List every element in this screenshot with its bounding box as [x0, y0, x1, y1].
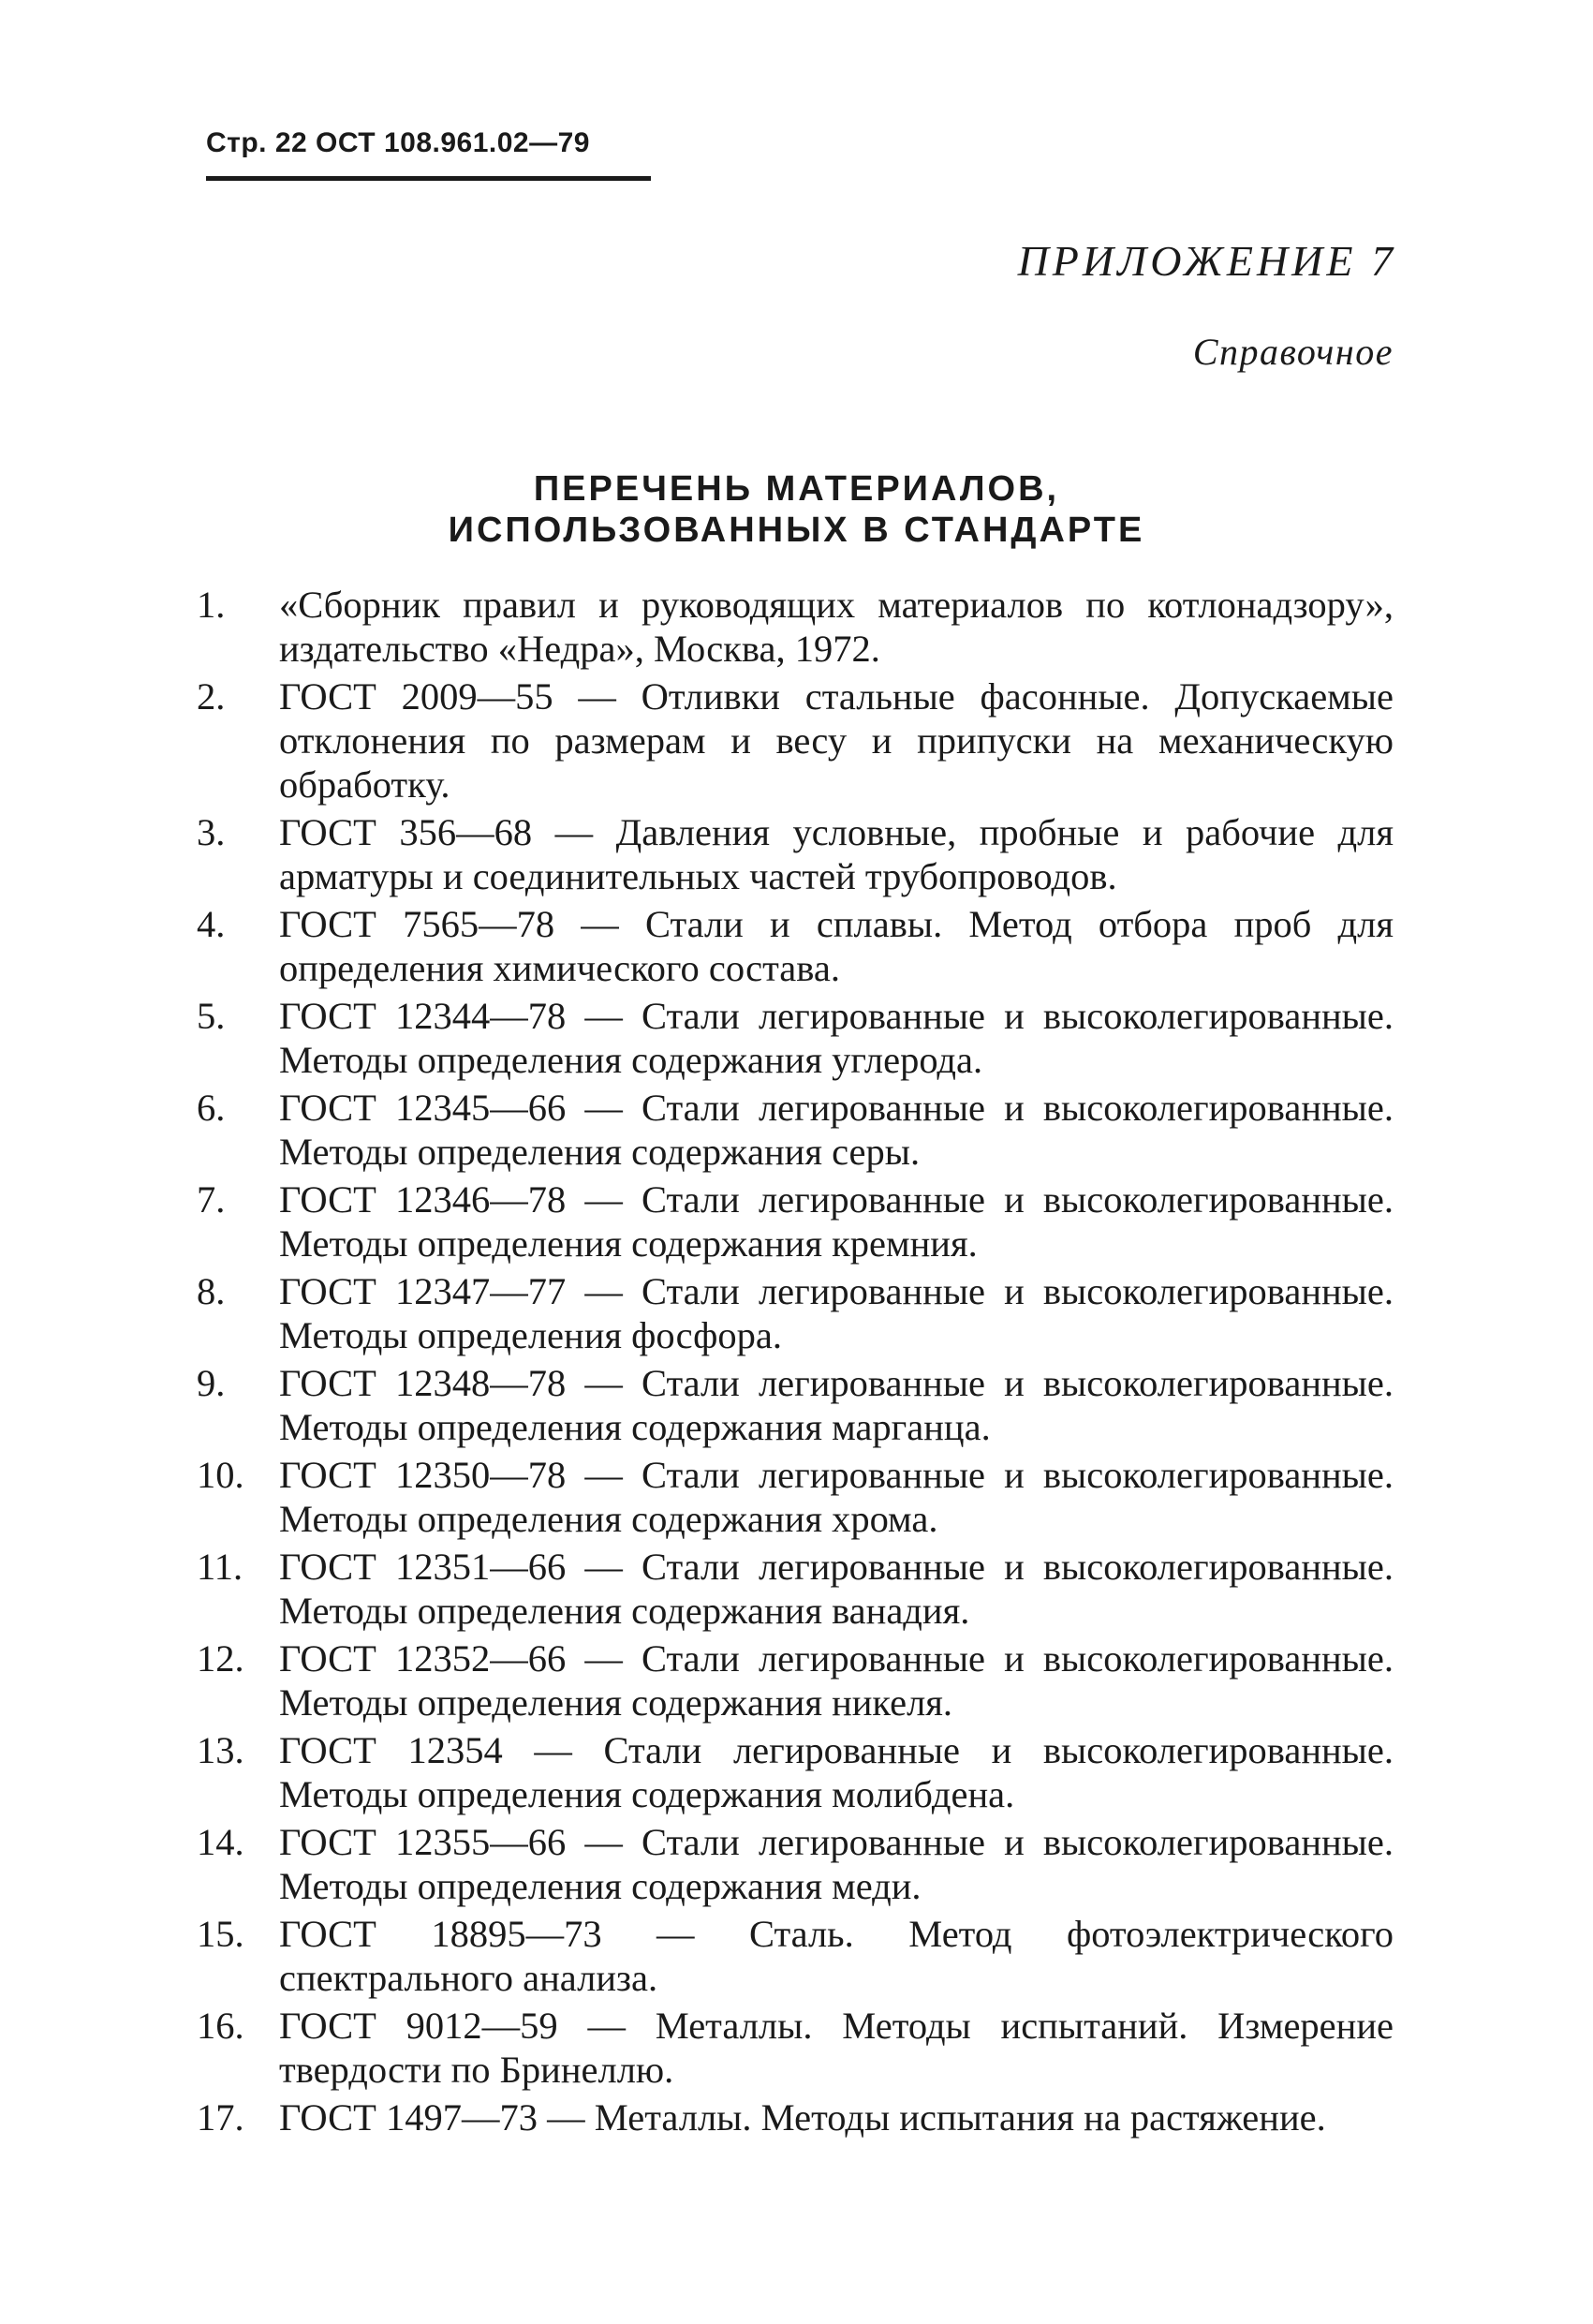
reference-number: 2.: [197, 675, 226, 718]
header-rule: [206, 176, 651, 181]
reference-number: 5.: [197, 995, 226, 1037]
reference-item: [197, 2095, 1394, 2139]
reference-text: ГОСТ 1497—73 — Металлы. Методы испытания на растяжение.: [279, 2096, 1326, 2139]
reference-item: [197, 1453, 1394, 1541]
reference-text: ГОСТ 12354 — Стали легированные и высоколегированные. Методы определения содержания молибдена.: [279, 1729, 1394, 1815]
reference-text: ГОСТ 12346—78 — Стали легированные и высоколегированные. Методы определения содержания кремния.: [279, 1178, 1394, 1265]
reference-text: ГОСТ 356—68 — Давления условные, пробные и рабочие для арматуры и соединительных частей трубопроводов.: [279, 811, 1394, 897]
reference-item: [197, 1361, 1394, 1449]
reference-text: ГОСТ 12350—78 — Стали легированные и высоколегированные. Методы определения содержания хрома.: [279, 1454, 1394, 1540]
reference-number: 15.: [197, 1913, 244, 1955]
reference-item: [197, 994, 1394, 1082]
reference-text: ГОСТ 9012—59 — Металлы. Методы испытаний. Измерение твердости по Бринеллю.: [279, 2005, 1394, 2091]
reference-text: ГОСТ 12348—78 — Стали легированные и высоколегированные. Методы определения содержания марганца.: [279, 1362, 1394, 1448]
reference-item: [197, 1728, 1394, 1816]
reference-number: 14.: [197, 1821, 244, 1863]
reference-number: 12.: [197, 1637, 244, 1680]
appendix-type: Справочное: [1192, 331, 1394, 373]
reference-text: ГОСТ 12351—66 — Стали легированные и высоколегированные. Методы определения содержания ванадия.: [279, 1546, 1394, 1632]
reference-text: ГОСТ 18895—73 — Сталь. Метод фотоэлектрического спектрального анализа.: [279, 1913, 1394, 1999]
reference-text: ГОСТ 12345—66 — Стали легированные и высоколегированные. Методы определения содержания серы.: [279, 1087, 1394, 1173]
reference-item: [197, 1820, 1394, 1908]
reference-item: [197, 583, 1394, 671]
reference-number: 10.: [197, 1454, 244, 1496]
reference-number: 9.: [197, 1362, 226, 1404]
reference-number: 7.: [197, 1178, 226, 1221]
reference-number: 8.: [197, 1270, 226, 1312]
reference-item: [197, 1086, 1394, 1174]
reference-item: [197, 2004, 1394, 2092]
reference-item: [197, 1636, 1394, 1724]
reference-number: 13.: [197, 1729, 244, 1771]
reference-number: 17.: [197, 2096, 244, 2139]
appendix-label: ПРИЛОЖЕНИЕ 7: [1017, 237, 1396, 285]
reference-item: [197, 1177, 1394, 1266]
reference-number: 16.: [197, 2005, 244, 2047]
reference-text: ГОСТ 12344—78 — Стали легированные и высоколегированные. Методы определения содержания углерода.: [279, 995, 1394, 1081]
page-header: [206, 129, 651, 181]
reference-text: ГОСТ 12352—66 — Стали легированные и высоколегированные. Методы определения содержания никеля.: [279, 1637, 1394, 1724]
reference-item: [197, 810, 1394, 898]
reference-text: ГОСТ 12347—77 — Стали легированные и высоколегированные. Методы определения фосфора.: [279, 1270, 1394, 1356]
document-title: [0, 468, 1593, 551]
reference-number: 1.: [197, 584, 226, 626]
reference-item: [197, 1269, 1394, 1357]
reference-text: «Сборник правил и руководящих материалов по котлонадзору», издательство «Недра», Москва, 1972.: [279, 584, 1394, 670]
reference-list: [197, 583, 1394, 2143]
reference-number: 6.: [197, 1087, 226, 1129]
reference-item: [197, 1912, 1394, 2000]
reference-item: [197, 902, 1394, 990]
document-title-line-1: ПЕРЕЧЕНЬ МАТЕРИАЛОВ,: [533, 469, 1060, 509]
reference-number: 4.: [197, 903, 226, 945]
reference-item: [197, 1545, 1394, 1633]
reference-item: [197, 674, 1394, 807]
reference-text: ГОСТ 7565—78 — Стали и сплавы. Метод отбора проб для определения химического состава.: [279, 903, 1394, 989]
reference-number: 11.: [197, 1546, 243, 1588]
document-title-line-2: ИСПОЛЬЗОВАННЫХ В СТАНДАРТЕ: [448, 511, 1145, 550]
reference-text: ГОСТ 12355—66 — Стали легированные и высоколегированные. Методы определения содержания меди.: [279, 1821, 1394, 1907]
reference-text: ГОСТ 2009—55 — Отливки стальные фасонные. Допускаемые отклонения по размерам и весу и припуски на механическую обработку.: [279, 675, 1394, 806]
reference-number: 3.: [197, 811, 226, 853]
page-header-text: Стр. 22 ОСТ 108.961.02—79: [206, 127, 590, 158]
